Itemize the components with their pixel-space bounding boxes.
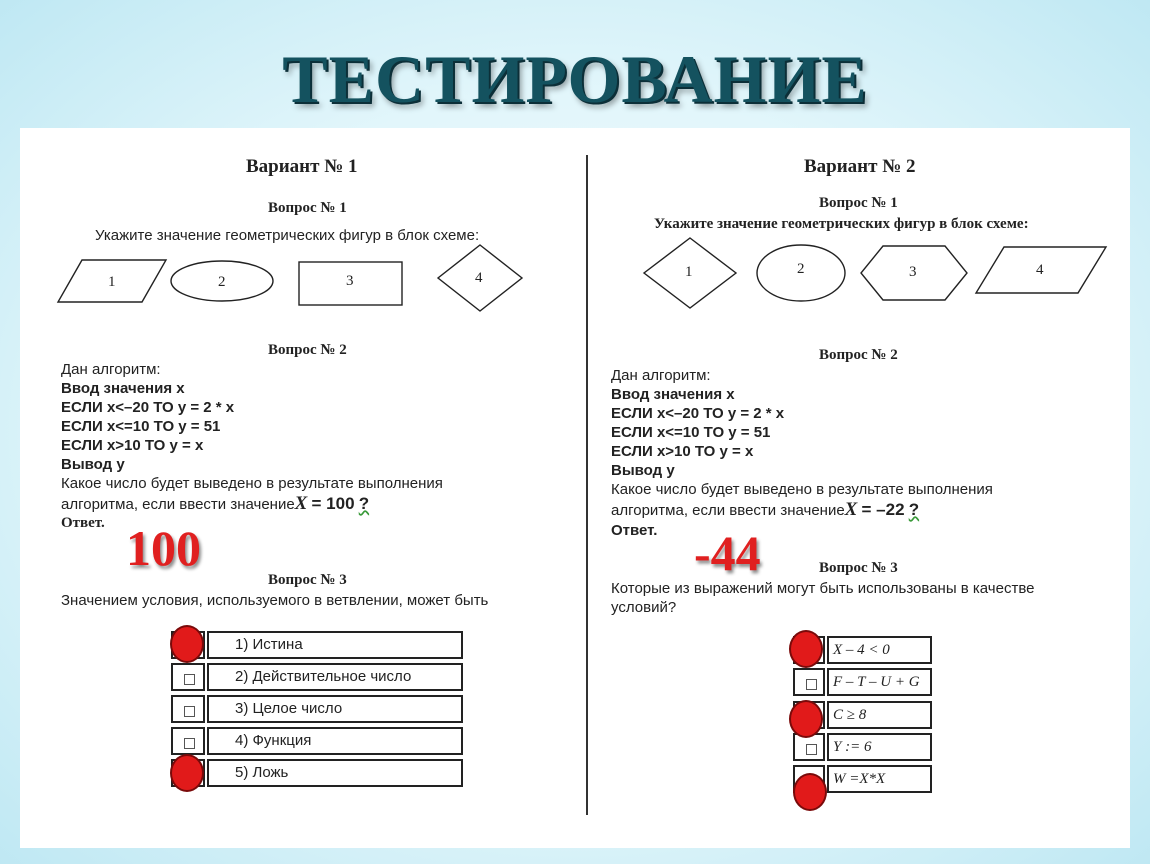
checkbox-icon (806, 744, 817, 755)
v1-algo-line-3: ЕСЛИ x<=10 ТО y = 51 (61, 418, 221, 435)
v1-option-text: 5) Ложь (207, 759, 463, 787)
v2-option-checkbox[interactable] (793, 668, 825, 696)
v1-option-text: 1) Истина (207, 631, 463, 659)
v2-algo-line-1: Ввод значения x (611, 386, 735, 403)
v2-option-row[interactable] (793, 733, 932, 761)
v2-x-value: = –22 (861, 500, 905, 519)
v1-q2-question-text: алгоритма, если ввести значение (61, 496, 295, 513)
v1-option-text: 4) Функция (207, 727, 463, 755)
v1-option-text: 2) Действительное число (207, 663, 463, 691)
v1-algo-line-2: ЕСЛИ x<–20 ТО y = 2 * x (61, 399, 235, 416)
v1-option-checkbox[interactable] (171, 663, 205, 691)
v1-q2-question-line-2 (61, 494, 369, 514)
v2-algo-line-3: ЕСЛИ x<=10 ТО y = 51 (611, 424, 771, 441)
v1-q3-text: Значением условия, используемого в ветвлении, может быть (61, 592, 489, 609)
v1-option-row[interactable] (171, 727, 463, 755)
v2-q2-intro: Дан алгоритм: (611, 367, 711, 384)
v2-algo-line-5: Вывод y (611, 462, 675, 479)
v2-x-symbol: X (844, 499, 858, 520)
v2-q3-header: Вопрос № 3 (819, 560, 898, 576)
v2-option-expression: Y := 6 (827, 733, 932, 761)
v1-option-checkbox[interactable] (171, 695, 205, 723)
v1-x-symbol: X (294, 493, 308, 514)
v1-q1-text: Укажите значение геометрических фигур в блок схеме: (95, 227, 480, 244)
v2-answer-value: -44 (694, 525, 761, 581)
variant-1-header: Вариант № 1 (246, 156, 358, 177)
v1-x-value: = 100 (311, 494, 355, 513)
checkbox-icon (184, 706, 195, 717)
v1-shape-label-4: 4 (475, 270, 483, 286)
v1-answer-mark-5 (170, 754, 204, 792)
v1-q3-header: Вопрос № 3 (268, 572, 347, 588)
v2-answer-mark-3 (789, 700, 823, 738)
v2-q2-question-line-2 (611, 500, 919, 520)
v2-answer-label: Ответ. (611, 522, 658, 539)
v2-answer-mark-5 (793, 773, 827, 811)
v2-q2-header: Вопрос № 2 (819, 347, 898, 363)
variant-2-header: Вариант № 2 (804, 156, 916, 177)
v1-q2-header: Вопрос № 2 (268, 342, 347, 358)
v1-q1-header: Вопрос № 1 (268, 200, 347, 216)
v2-option-expression: W =X*X (827, 765, 932, 793)
v2-option-expression: C ≥ 8 (827, 701, 932, 729)
v2-shape-label-4: 4 (1036, 262, 1044, 278)
v2-shape-label-1: 1 (685, 264, 693, 280)
v1-option-text: 3) Целое число (207, 695, 463, 723)
v2-option-expression: F – T – U + G (827, 668, 932, 696)
v2-shape-label-2: 2 (797, 261, 805, 277)
v1-shape-label-3: 3 (346, 273, 354, 289)
v2-q1-header: Вопрос № 1 (819, 195, 898, 211)
v1-algo-line-5: Вывод y (61, 456, 125, 473)
v1-q2-intro: Дан алгоритм: (61, 361, 161, 378)
v2-question-mark: ? (908, 500, 920, 519)
v1-shape-label-1: 1 (108, 274, 116, 290)
v2-q3-text-line-1: Которые из выражений могут быть использованы в качестве (611, 580, 1035, 597)
v2-option-row[interactable] (793, 668, 932, 696)
v2-answer-mark-1 (789, 630, 823, 668)
v2-q3-text-line-2: условий? (611, 599, 677, 616)
v1-question-mark: ? (358, 494, 370, 513)
v2-q2-question-line-1: Какое число будет выведено в результате выполнения (611, 481, 993, 498)
v1-algo-line-1: Ввод значения x (61, 380, 185, 397)
v1-option-checkbox[interactable] (171, 727, 205, 755)
checkbox-icon (184, 674, 195, 685)
v1-answer-label: Ответ. (61, 515, 105, 531)
v1-answer-value: 100 (126, 520, 201, 576)
v1-shape-label-2: 2 (218, 274, 226, 290)
v2-algo-line-2: ЕСЛИ x<–20 ТО y = 2 * x (611, 405, 785, 422)
checkbox-icon (184, 738, 195, 749)
v2-algo-line-4: ЕСЛИ x>10 ТО y = x (611, 443, 754, 460)
v2-q1-text: Укажите значение геометрических фигур в блок схеме: (654, 216, 1029, 232)
v1-answer-mark-1 (170, 625, 204, 663)
v2-q2-question-text: алгоритма, если ввести значение (611, 502, 845, 519)
v1-option-row[interactable] (171, 695, 463, 723)
v1-option-row[interactable] (171, 759, 463, 787)
slide-title: ТЕСТИРОВАНИЕ (282, 41, 868, 117)
checkbox-icon (806, 679, 817, 690)
v1-algo-line-4: ЕСЛИ x>10 ТО y = x (61, 437, 204, 454)
v1-q2-question-line-1: Какое число будет выведено в результате выполнения (61, 475, 443, 492)
v1-option-row[interactable] (171, 631, 463, 659)
v1-option-row[interactable] (171, 663, 463, 691)
v2-shape-label-3: 3 (909, 264, 917, 280)
v2-option-expression: X – 4 < 0 (827, 636, 932, 664)
